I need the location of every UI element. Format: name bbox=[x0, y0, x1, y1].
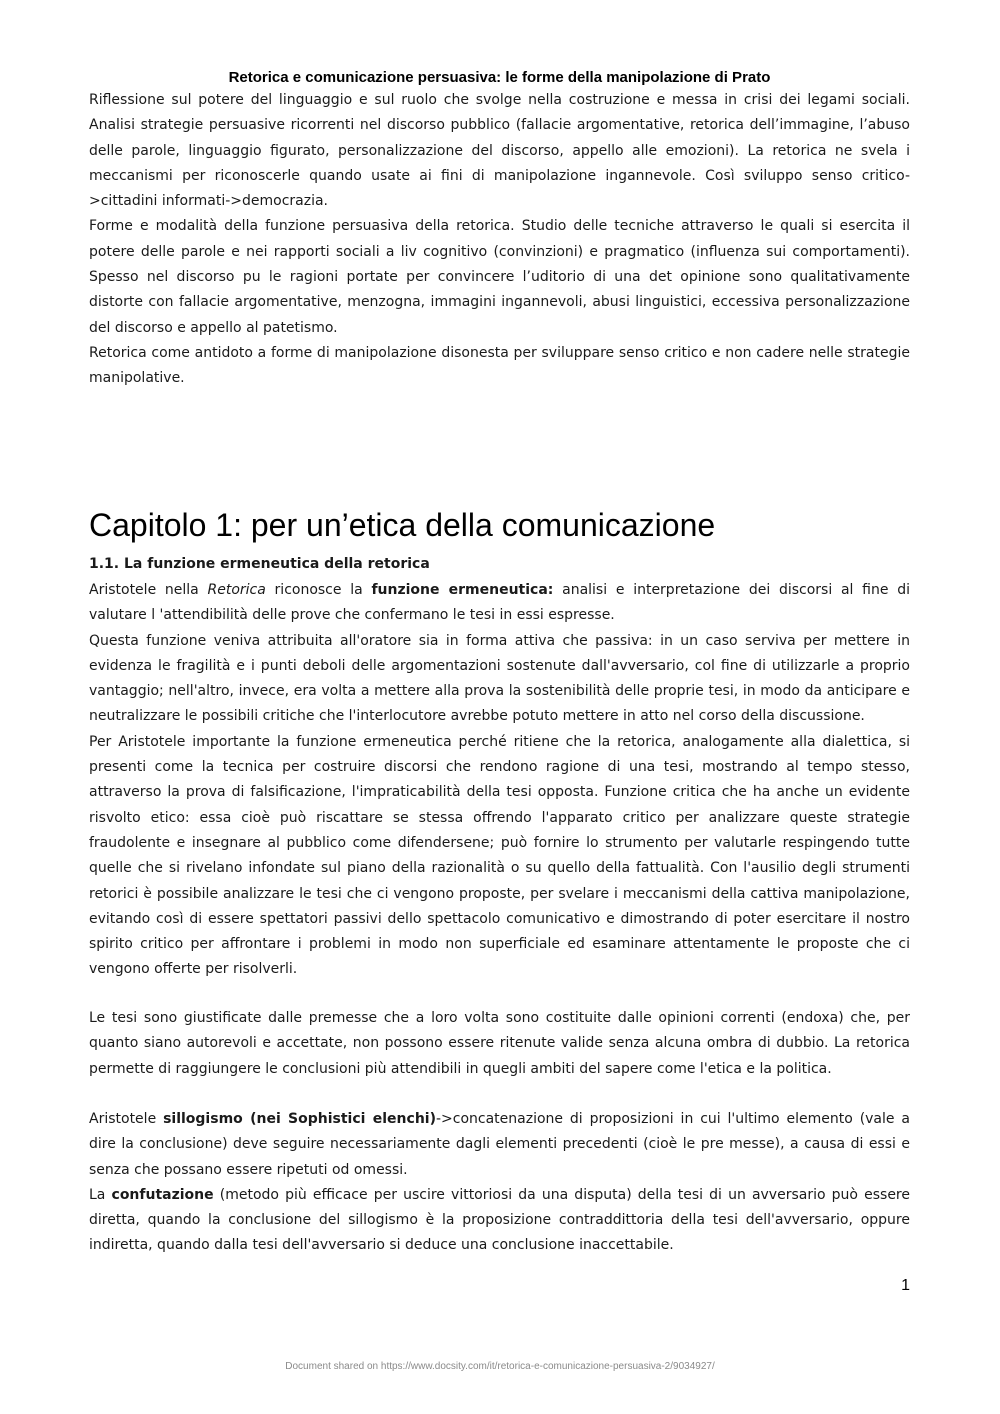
body-paragraph: Aristotele nella Retorica riconosce la funzione ermeneutica: analisi e interpretazione dei discorsi al fine di valutare l 'attendibilità delle prove che confermano le tesi in essi espresse. bbox=[89, 582, 910, 624]
body-paragraph: Questa funzione veniva attribuita all'oratore sia in forma attiva che passiva: in un caso serviva per mettere in evidenza le fragilità e i punti deboli delle argomentazioni sostenute dall'avversario, col fine di utilizzarle a proprio vantaggio; nell'altro, invece, era volta a mettere alla prova la sostenibilità delle proprie tesi, in modo da anticipare e neutralizzare le possibili critiche che l'interlocutore avrebbe potuto mettere in atto nel corso della discussione. bbox=[89, 632, 910, 725]
section-body-3 bbox=[89, 1107, 910, 1259]
document-title: Retorica e comunicazione persuasiva: le forme della manipolazione di Prato bbox=[228, 69, 771, 86]
intro-section bbox=[89, 88, 910, 392]
chapter-title: Capitolo 1: per un’etica della comunicazione bbox=[89, 507, 716, 543]
body-paragraph: Aristotele sillogismo (nei Sophistici elenchi)->concatenazione di proposizioni in cui l'ultimo elemento (vale a dire la conclusione) deve seguire necessariamente dagli elementi precedenti (cioè le pre messe), a causa di essi e senza che possano essere ripetuti od omessi. bbox=[89, 1111, 910, 1178]
section-title: 1.1. La funzione ermeneutica della retorica bbox=[89, 556, 430, 572]
body-paragraph: Per Aristotele importante la funzione ermeneutica perché ritiene che la retorica, analogamente alla dialettica, si presenti come la tecnica per costruire discorsi che rendono ragione di una tesi, mostrando al tempo stesso, attraverso la prova di falsificazione, l'impraticabilità della tesi opposta. Funzione critica che ha anche un evidente risvolto etico: essa cioè può riscattare se stessa offrendo l'apparato critico per analizzare queste strategie fraudolente e insegnare al pubblico come difendersene; può fornire lo strumento per valutarle respingendo tutte quelle che si rivelano infondate sul piano della razionalità o su quello della fattualità. Con l'ausilio degli strumenti retorici è possibile analizzare le tesi che ci vengono proposte, per svelare i meccanismi della cattiva manipolazione, evitando così di essere spettatori passivi dello spettacolo comunicativo e dimostrando di poter esercitare il nostro spirito critico per affrontare i problemi in modo non superficiale ed esaminare attentamente le proposte che ci vengono offerte per risolverli. bbox=[89, 733, 910, 978]
body-paragraph: La confutazione (metodo più efficace per uscire vittoriosi da una disputa) della tesi di un avversario può essere diretta, quando la conclusione del sillogismo è la proposizione contraddittoria della tesi dell'avversario, oppure indiretta, quando dalla tesi dell'avversario si deduce una conclusione inaccettabile. bbox=[89, 1186, 910, 1254]
section-body bbox=[89, 578, 910, 983]
intro-paragraph: Forme e modalità della funzione persuasiva della retorica. Studio delle tecniche attraverso le quali si esercita il potere delle parole e nei rapporti sociali a liv cognitivo (convinzioni) e pragmatico (influenza sui comportamenti). Spesso nel discorso pu le ragioni portate per convincere l’uditorio di una det opinione sono qualitativamente distorte con fallacie argomentative, menzogna, immagini ingannevoli, abusi linguistici, eccessiva personalizzazione del discorso e appello al patetismo. bbox=[89, 218, 910, 336]
body-paragraph: Le tesi sono giustificate dalle premesse che a loro volta sono costituite dalle opinioni correnti (endoxa) che, per quanto siano autorevoli e accettate, non possono essere ritenute valide senza alcuna ombra di dubbio. La retorica permette di raggiungere le conclusioni più attendibili in quegli ambiti del sapere come l'etica e la politica. bbox=[89, 1010, 910, 1077]
intro-paragraph: Retorica come antidoto a forme di manipolazione disonesta per sviluppare senso critico e non cadere nelle strategie manipolative. bbox=[89, 344, 910, 387]
footer-link[interactable]: Document shared on https://www.docsity.com/it/retorica-e-comunicazione-persuasiva-2/9034927/ bbox=[285, 1361, 715, 1372]
page-number: 1 bbox=[901, 1277, 910, 1294]
intro-paragraph: Riflessione sul potere del linguaggio e sul ruolo che svolge nella costruzione e messa in crisi dei legami sociali. Analisi strategie persuasive ricorrenti nel discorso pubblico (fallacie argomentative, retorica dell’immagine, l’abuso delle parole, linguaggio figurato, personalizzazione del discorso, appello alle emozioni). La retorica ne svela i meccanismi per riconoscerle quando usate ai fini di manipolazione ingannevole. Così sviluppo senso critico->cittadini informati->democrazia. bbox=[89, 92, 910, 210]
section-body-2 bbox=[89, 1006, 910, 1082]
